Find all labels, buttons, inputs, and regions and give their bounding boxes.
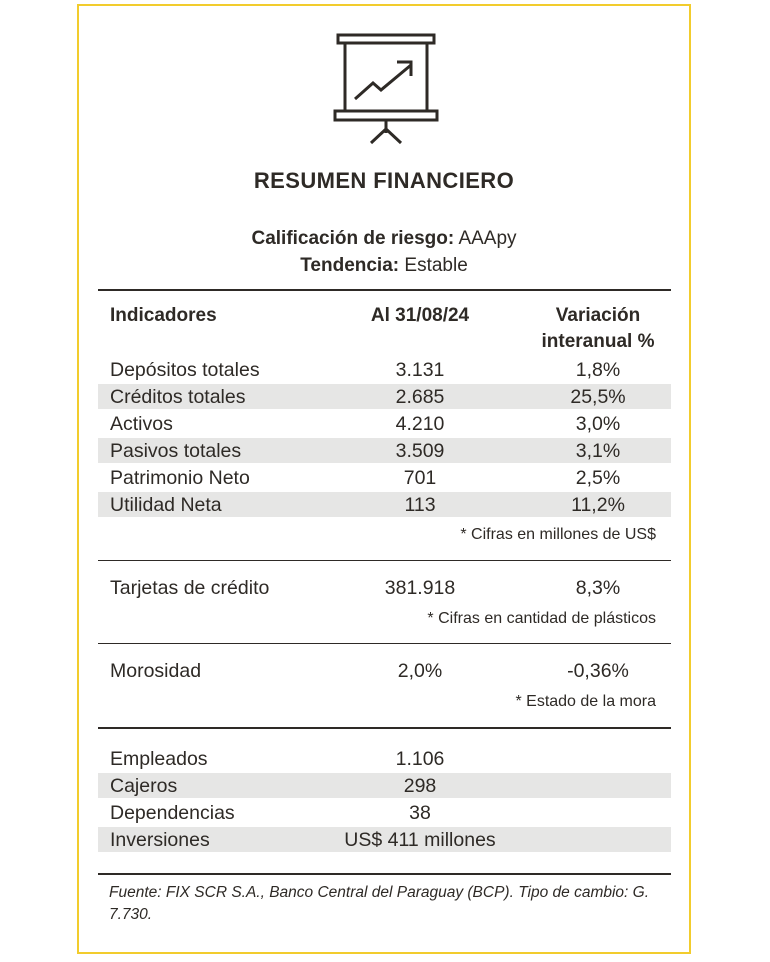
delinquency-footnote: * Estado de la mora (515, 693, 656, 710)
row-value: 1.106 (395, 748, 445, 770)
row-change: 3,1% (575, 440, 621, 462)
row-change: 11,2% (571, 494, 625, 516)
divider (98, 727, 671, 729)
divider (98, 289, 671, 291)
row-change: -0,36% (567, 660, 629, 682)
page-title: RESUMEN FINANCIERO (253, 168, 515, 193)
presentation-growth-chart-icon (331, 33, 441, 145)
indicators-footnote: * Cifras en millones de US$ (460, 526, 656, 543)
trend (79, 255, 689, 277)
risk-rating (79, 228, 689, 250)
row-value: 3.131 (395, 359, 445, 381)
row-label: Tarjetas de crédito (110, 577, 270, 599)
header-indicators: Indicadores (110, 305, 217, 326)
row-value: 298 (403, 775, 437, 797)
table-row (98, 827, 671, 852)
divider (98, 873, 671, 875)
row-label: Empleados (110, 748, 208, 770)
row-label: Pasivos totales (110, 440, 242, 462)
risk-rating-label: Calificación de riesgo: (251, 228, 455, 249)
row-value: 38 (409, 802, 431, 824)
table-row (98, 384, 671, 409)
row-value: 3.509 (395, 440, 445, 462)
table-row (98, 773, 671, 798)
row-value: 381.918 (384, 577, 456, 599)
row-label: Depósitos totales (110, 359, 260, 381)
table-row (98, 746, 671, 771)
table-row (98, 465, 671, 490)
table-row (98, 411, 671, 436)
header-change-line1: Variación (555, 305, 641, 326)
source-note: Fuente: FIX SCR S.A., Banco Central del Paraguay (BCP). Tipo de cambio: G. 7.730. (109, 884, 650, 923)
row-value: 2.685 (395, 386, 445, 408)
delinquency-row (98, 658, 671, 683)
row-label: Activos (110, 413, 173, 435)
row-value: 113 (404, 494, 436, 516)
financial-summary-card (77, 4, 691, 954)
row-change: 2,5% (575, 467, 621, 489)
row-label: Utilidad Neta (110, 494, 222, 516)
row-label: Dependencias (110, 802, 235, 824)
row-change: 3,0% (575, 413, 621, 435)
table-row (98, 438, 671, 463)
row-value: 2,0% (397, 660, 443, 682)
header-change-line2: interanual % (541, 331, 655, 352)
risk-rating-value: AAApy (458, 228, 517, 249)
row-value: US$ 411 millones (344, 829, 496, 851)
table-row (98, 492, 671, 517)
divider (98, 560, 671, 561)
row-label: Créditos totales (110, 386, 246, 408)
trend-label: Tendencia: (300, 255, 400, 276)
table-row (98, 800, 671, 825)
row-change: 25,5% (570, 386, 626, 408)
row-value: 701 (403, 467, 437, 489)
credit-cards-footnote: * Cifras en cantidad de plásticos (427, 610, 656, 627)
row-value: 4.210 (395, 413, 445, 435)
row-label: Patrimonio Neto (110, 467, 250, 489)
row-label: Morosidad (110, 660, 202, 682)
table-row (98, 357, 671, 382)
divider (98, 643, 671, 644)
row-change: 1,8% (575, 359, 621, 381)
header-date: Al 31/08/24 (370, 305, 470, 326)
row-label: Inversiones (110, 829, 210, 851)
trend-value: Estable (404, 255, 468, 276)
credit-cards-row (98, 575, 671, 600)
row-change: 8,3% (575, 577, 621, 599)
row-label: Cajeros (110, 775, 178, 797)
